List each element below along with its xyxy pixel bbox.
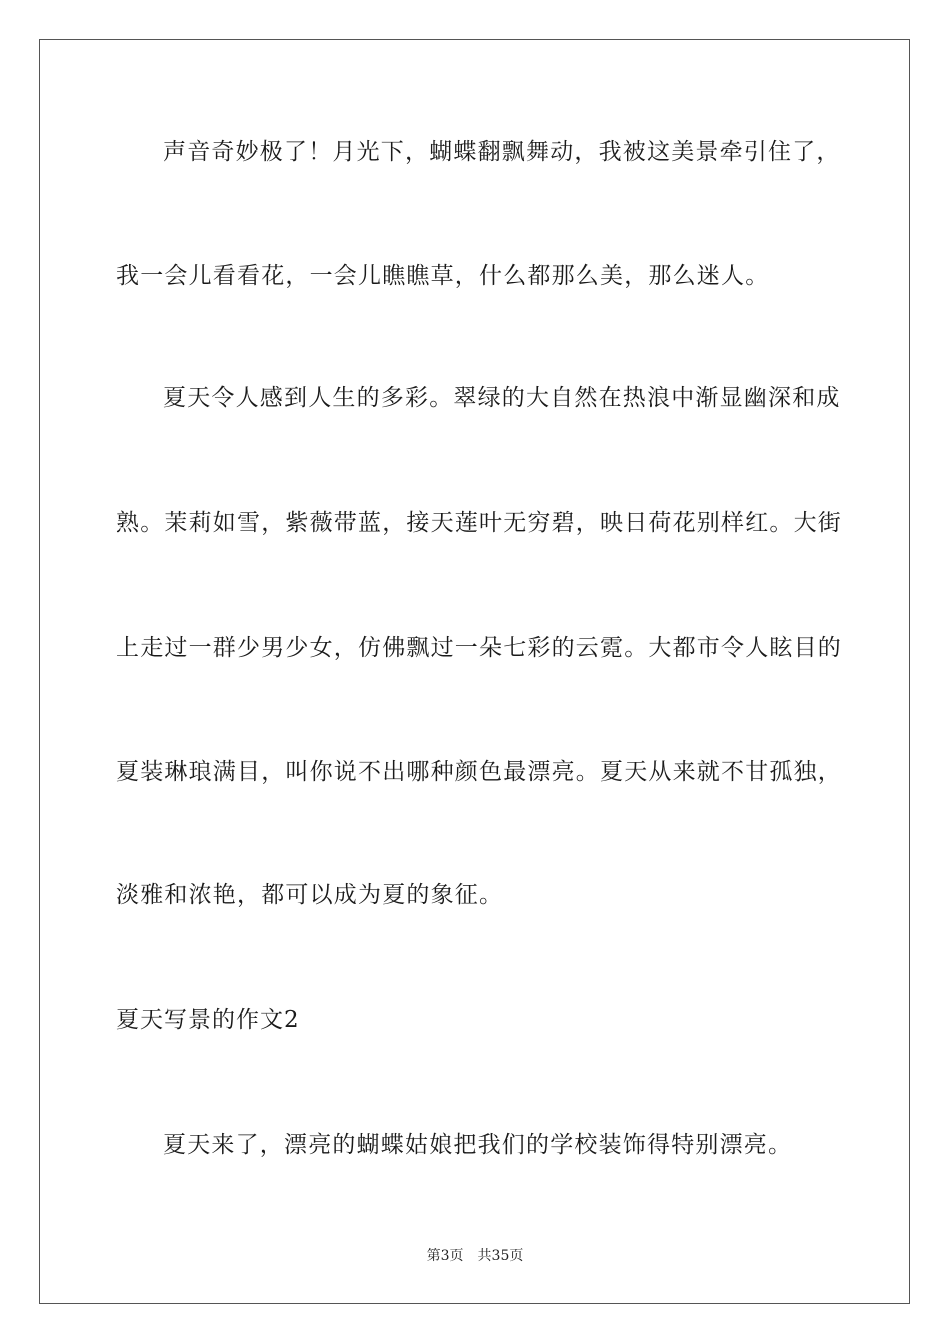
- page-border: [39, 39, 910, 1304]
- paragraph-2-line-1: 夏天令人感到人生的多彩。翠绿的大自然在热浪中渐显幽深和成: [163, 385, 841, 411]
- section-title: 夏天写景的作文2: [116, 1007, 300, 1033]
- page-number: 第3页: [426, 1248, 464, 1264]
- paragraph-1-line-1: 声音奇妙极了！月光下，蝴蝶翻飘舞动，我被这美景牵引住了，: [163, 139, 841, 165]
- paragraph-2-line-5: 淡雅和浓艳，都可以成为夏的象征。: [116, 882, 504, 908]
- paragraph-2-line-3: 上走过一群少男少女，仿佛飘过一朵七彩的云霓。大都市令人眩目的: [116, 635, 842, 661]
- paragraph-2-line-4: 夏装琳琅满目，叫你说不出哪种颜色最漂亮。夏天从来就不甘孤独，: [116, 759, 842, 785]
- paragraph-1-line-2: 我一会儿看看花，一会儿瞧瞧草，什么都那么美，那么迷人。: [116, 263, 770, 289]
- total-pages: 共35页: [477, 1248, 524, 1264]
- paragraph-2-line-2: 熟。茉莉如雪，紫薇带蓝，接天莲叶无穷碧，映日荷花别样红。大街: [116, 510, 842, 536]
- paragraph-3-line-1: 夏天来了，漂亮的蝴蝶姑娘把我们的学校装饰得特别漂亮。: [163, 1132, 793, 1158]
- page-footer: [0, 1246, 950, 1266]
